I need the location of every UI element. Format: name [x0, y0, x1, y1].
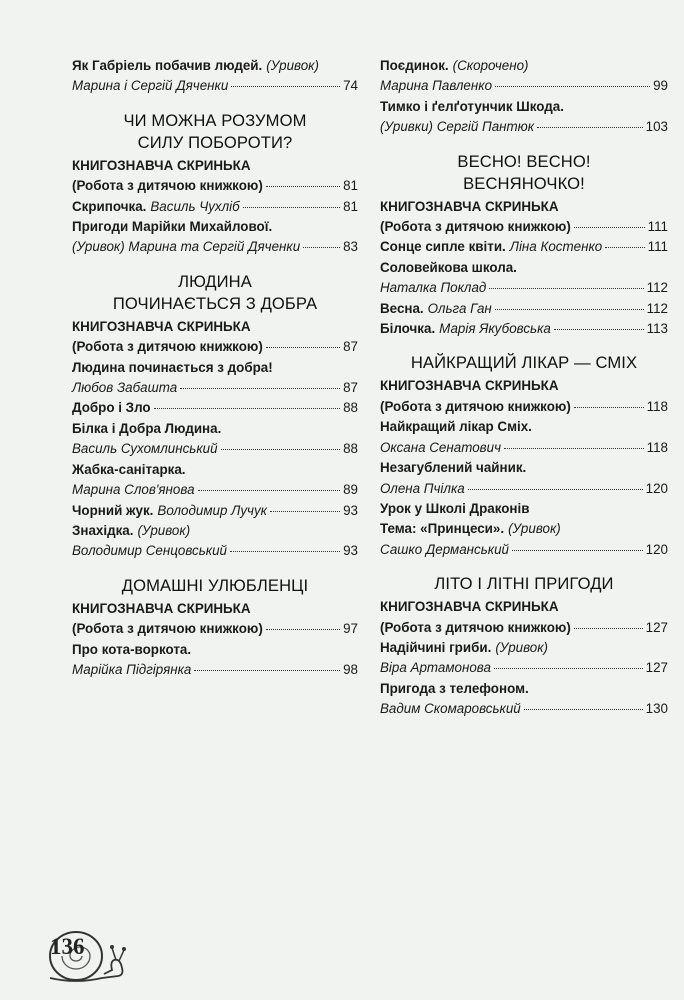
toc-entry[interactable] — [72, 640, 358, 660]
toc-entry[interactable] — [380, 679, 668, 699]
entry-author: (Уривок) — [137, 522, 191, 538]
entry-title: Найкращий лікар Сміх. — [380, 419, 532, 435]
entry-title: Весна. — [380, 300, 424, 316]
toc-entry[interactable] — [72, 358, 358, 378]
toc-entry[interactable] — [380, 658, 668, 678]
entry-page-number: 89 — [343, 482, 358, 498]
entry-title: Білочка. — [380, 321, 436, 337]
entry-page-number: 120 — [645, 480, 668, 496]
entry-author: Марина Слов'янова — [72, 482, 195, 498]
entry-title: КНИГОЗНАВЧА СКРИНЬКА — [380, 599, 559, 615]
entry-author: (Уривки) Сергій Пантюк — [380, 119, 535, 135]
dot-leader — [537, 127, 643, 128]
section-heading — [72, 271, 358, 315]
section-heading-line: ЛІТО І ЛІТНІ ПРИГОДИ — [434, 574, 614, 594]
dot-leader — [512, 550, 643, 551]
toc-entry[interactable] — [72, 419, 358, 439]
entry-author: Олена Пчілка — [380, 480, 465, 496]
section-heading-line: ВЕСНЯНОЧКО! — [463, 173, 585, 193]
entry-page-number: 111 — [647, 239, 668, 255]
entry-page-number: 87 — [343, 339, 358, 355]
entry-title: Чорний жук. — [72, 502, 154, 518]
entry-page-number: 130 — [645, 701, 668, 717]
entry-page-number: 88 — [343, 441, 358, 457]
toc-entry[interactable] — [72, 439, 358, 459]
entry-page-number: 87 — [343, 380, 358, 396]
toc-entry[interactable] — [72, 599, 358, 619]
dot-leader — [495, 86, 650, 87]
entry-title: (Робота з дитячою книжкою) — [72, 339, 263, 355]
entry-author: Ліна Костенко — [509, 239, 603, 255]
section-heading — [72, 575, 358, 597]
toc-entry[interactable] — [380, 258, 668, 278]
dot-leader — [180, 388, 340, 389]
entry-title: Поєдинок. — [380, 58, 449, 73]
entry-title: КНИГОЗНАВЧА СКРИНЬКА — [72, 600, 251, 616]
dot-leader — [266, 186, 340, 187]
dot-leader — [266, 347, 340, 348]
entry-title: КНИГОЗНАВЧА СКРИНЬКА — [72, 157, 251, 173]
entry-page-number: 93 — [343, 502, 358, 518]
entry-title: (Робота з дитячою книжкою) — [380, 398, 571, 414]
toc-entry[interactable] — [380, 499, 668, 519]
entry-author: Василь Чухліб — [150, 198, 240, 214]
toc-entry[interactable] — [72, 398, 358, 418]
entry-title: Тема: «Принцеси». — [380, 521, 505, 537]
entry-title: Білка і Добра Людина. — [72, 420, 222, 436]
toc-entry[interactable] — [72, 197, 358, 217]
entry-author: Вадим Скомаровський — [380, 701, 521, 717]
dot-leader — [574, 227, 645, 228]
toc-entry[interactable] — [72, 378, 358, 398]
dot-leader — [154, 408, 341, 409]
entry-title: (Робота з дитячою книжкою) — [380, 619, 571, 635]
toc-entry[interactable] — [380, 217, 668, 237]
entry-page-number: 81 — [343, 178, 358, 194]
toc-entry[interactable] — [380, 319, 668, 339]
entry-title: Пригода з телефоном. — [380, 680, 529, 696]
entry-title: Знахідка. — [72, 522, 134, 538]
entry-page-number: 113 — [646, 321, 668, 337]
toc-entry[interactable] — [72, 521, 358, 541]
dot-leader — [574, 407, 644, 408]
toc-entry[interactable] — [380, 479, 668, 499]
entry-title: Про кота-воркота. — [72, 641, 192, 657]
entry-page-number: 74 — [343, 78, 358, 94]
dot-leader — [495, 309, 644, 310]
entry-author: (Уривок) — [508, 521, 561, 537]
toc-entry[interactable] — [380, 699, 668, 719]
dot-leader — [243, 207, 340, 208]
toc-entry[interactable] — [72, 156, 358, 176]
entry-title: (Робота з дитячою книжкою) — [72, 178, 263, 194]
entry-page-number: 118 — [646, 439, 668, 455]
entry-author: Марійка Підгірянка — [72, 661, 192, 677]
entry-title: Як Габріель побачив людей. — [72, 58, 263, 73]
dot-leader — [504, 448, 644, 449]
entry-title: Людина починається з добра! — [72, 359, 273, 375]
dot-leader — [221, 449, 341, 450]
section-heading — [72, 110, 358, 154]
toc-entry[interactable] — [72, 217, 358, 237]
toc-entry[interactable] — [72, 619, 358, 639]
toc-left-column — [72, 56, 358, 680]
entry-author: Марина і Сергій Дяченки — [72, 78, 229, 94]
toc-entry[interactable] — [72, 501, 358, 521]
section-heading-line: НАЙКРАЩИЙ ЛІКАР — СМІХ — [410, 353, 638, 373]
entry-page-number: 112 — [646, 300, 668, 316]
section-heading-line: ВЕСНО! ВЕСНО! — [457, 151, 591, 171]
toc-entry[interactable] — [380, 638, 668, 658]
entry-title: Незагублений чайник. — [380, 460, 527, 476]
entry-title: Добро і Зло — [72, 400, 151, 416]
entry-author: Наталка Поклад — [380, 280, 487, 296]
dot-leader — [494, 668, 643, 669]
entry-page-number: 112 — [646, 280, 668, 296]
toc-entry[interactable] — [380, 76, 668, 96]
entry-author: Любов Забашта — [72, 380, 178, 396]
entry-page-number: 81 — [343, 198, 358, 214]
toc-entry[interactable] — [72, 237, 358, 257]
section-heading — [380, 573, 668, 595]
entry-title: Тимко і ґелґотунчик Шкода. — [380, 98, 564, 114]
entry-title: (Робота з дитячою книжкою) — [380, 219, 571, 235]
toc-entry[interactable] — [380, 458, 668, 478]
entry-page-number: 93 — [343, 543, 358, 559]
toc-entry[interactable] — [380, 197, 668, 217]
toc-entry[interactable] — [380, 438, 668, 458]
dot-leader — [554, 329, 644, 330]
entry-title: Пригоди Марійки Михайлової. — [72, 219, 273, 235]
toc-entry[interactable] — [380, 56, 668, 76]
toc-entry[interactable] — [72, 541, 358, 561]
toc-entry[interactable] — [380, 417, 668, 437]
toc-entry[interactable] — [72, 480, 358, 500]
dot-leader — [468, 489, 643, 490]
entry-author: (Уривок) — [495, 639, 549, 655]
entry-author: Володимир Лучук — [157, 502, 267, 518]
entry-title: Соловейкова школа. — [380, 259, 517, 275]
entry-page-number: 103 — [645, 119, 668, 135]
toc-right-column — [380, 56, 668, 720]
toc-entry[interactable] — [72, 56, 358, 76]
toc-entry[interactable] — [380, 597, 668, 617]
toc-entry[interactable] — [380, 519, 668, 539]
section-heading-line: ДОМАШНІ УЛЮБЛЕНЦІ — [121, 575, 309, 595]
section-heading-line: ПОЧИНАЄТЬСЯ З ДОБРА — [112, 293, 318, 313]
dot-leader — [231, 86, 340, 87]
entry-page-number: 127 — [645, 660, 668, 676]
entry-author: (Скорочено) — [452, 58, 529, 73]
section-heading — [380, 151, 668, 195]
dot-leader — [266, 629, 340, 630]
entry-page-number: 118 — [646, 398, 668, 414]
entry-author: Віра Артамонова — [380, 660, 491, 676]
toc-entry[interactable] — [72, 317, 358, 337]
toc-entry[interactable] — [72, 460, 358, 480]
toc-entry[interactable] — [380, 97, 668, 117]
entry-title: Урок у Школі Драконів — [380, 500, 530, 516]
dot-leader — [270, 511, 340, 512]
toc-entry[interactable] — [380, 237, 668, 257]
dot-leader — [194, 670, 340, 671]
dot-leader — [198, 490, 341, 491]
entry-title: (Робота з дитячою книжкою) — [72, 621, 263, 637]
entry-title: Жабка-санітарка. — [72, 461, 186, 477]
page-number: 136 — [50, 934, 85, 959]
entry-author: Василь Сухомлинський — [72, 441, 218, 457]
dot-leader — [524, 709, 643, 710]
entry-title: КНИГОЗНАВЧА СКРИНЬКА — [380, 378, 559, 394]
section-heading-line: ЧИ МОЖНА РОЗУМОМ — [123, 110, 307, 130]
toc-entry[interactable] — [72, 337, 358, 357]
dot-leader — [489, 288, 643, 289]
toc-entry[interactable] — [380, 540, 668, 560]
entry-title: Надійчині гриби. — [380, 639, 492, 655]
entry-author: Ольга Ган — [427, 300, 492, 316]
section-heading-line: СИЛУ ПОБОРОТИ? — [137, 132, 293, 152]
toc-entry[interactable] — [380, 117, 668, 137]
entry-page-number: 120 — [645, 541, 668, 557]
entry-page-number: 111 — [647, 219, 668, 235]
entry-page-number: 97 — [343, 621, 358, 637]
toc-entry[interactable] — [72, 176, 358, 196]
entry-author: Марія Якубовська — [439, 321, 551, 337]
toc-entry[interactable] — [380, 299, 668, 319]
dot-leader — [230, 551, 340, 552]
entry-title: Скрипочка. — [72, 198, 147, 214]
entry-title: Сонце сипле квіти. — [380, 239, 506, 255]
entry-author: (Уривок) — [266, 58, 319, 73]
toc-entry[interactable] — [380, 397, 668, 417]
toc-entry[interactable] — [380, 278, 668, 298]
entry-author: Сашко Дерманський — [380, 541, 509, 557]
entry-page-number: 127 — [645, 619, 668, 635]
section-heading — [380, 352, 668, 374]
toc-entry[interactable] — [380, 618, 668, 638]
dot-leader — [574, 628, 643, 629]
entry-author: (Уривок) Марина та Сергій Дяченки — [72, 239, 301, 255]
entry-title: КНИГОЗНАВЧА СКРИНЬКА — [380, 198, 559, 214]
entry-page-number: 99 — [653, 78, 668, 94]
entry-page-number: 83 — [343, 239, 358, 255]
entry-title: КНИГОЗНАВЧА СКРИНЬКА — [72, 318, 251, 334]
toc-entry[interactable] — [380, 376, 668, 396]
toc-entry[interactable] — [72, 76, 358, 96]
entry-page-number: 88 — [343, 400, 358, 416]
dot-leader — [303, 247, 340, 248]
toc-entry[interactable] — [72, 660, 358, 680]
entry-author: Оксана Сенатович — [380, 439, 502, 455]
entry-author: Марина Павленко — [380, 78, 493, 94]
entry-author: Володимир Сенцовський — [72, 543, 227, 559]
section-heading-line: ЛЮДИНА — [178, 271, 252, 291]
entry-page-number: 98 — [343, 661, 358, 677]
dot-leader — [605, 247, 644, 248]
